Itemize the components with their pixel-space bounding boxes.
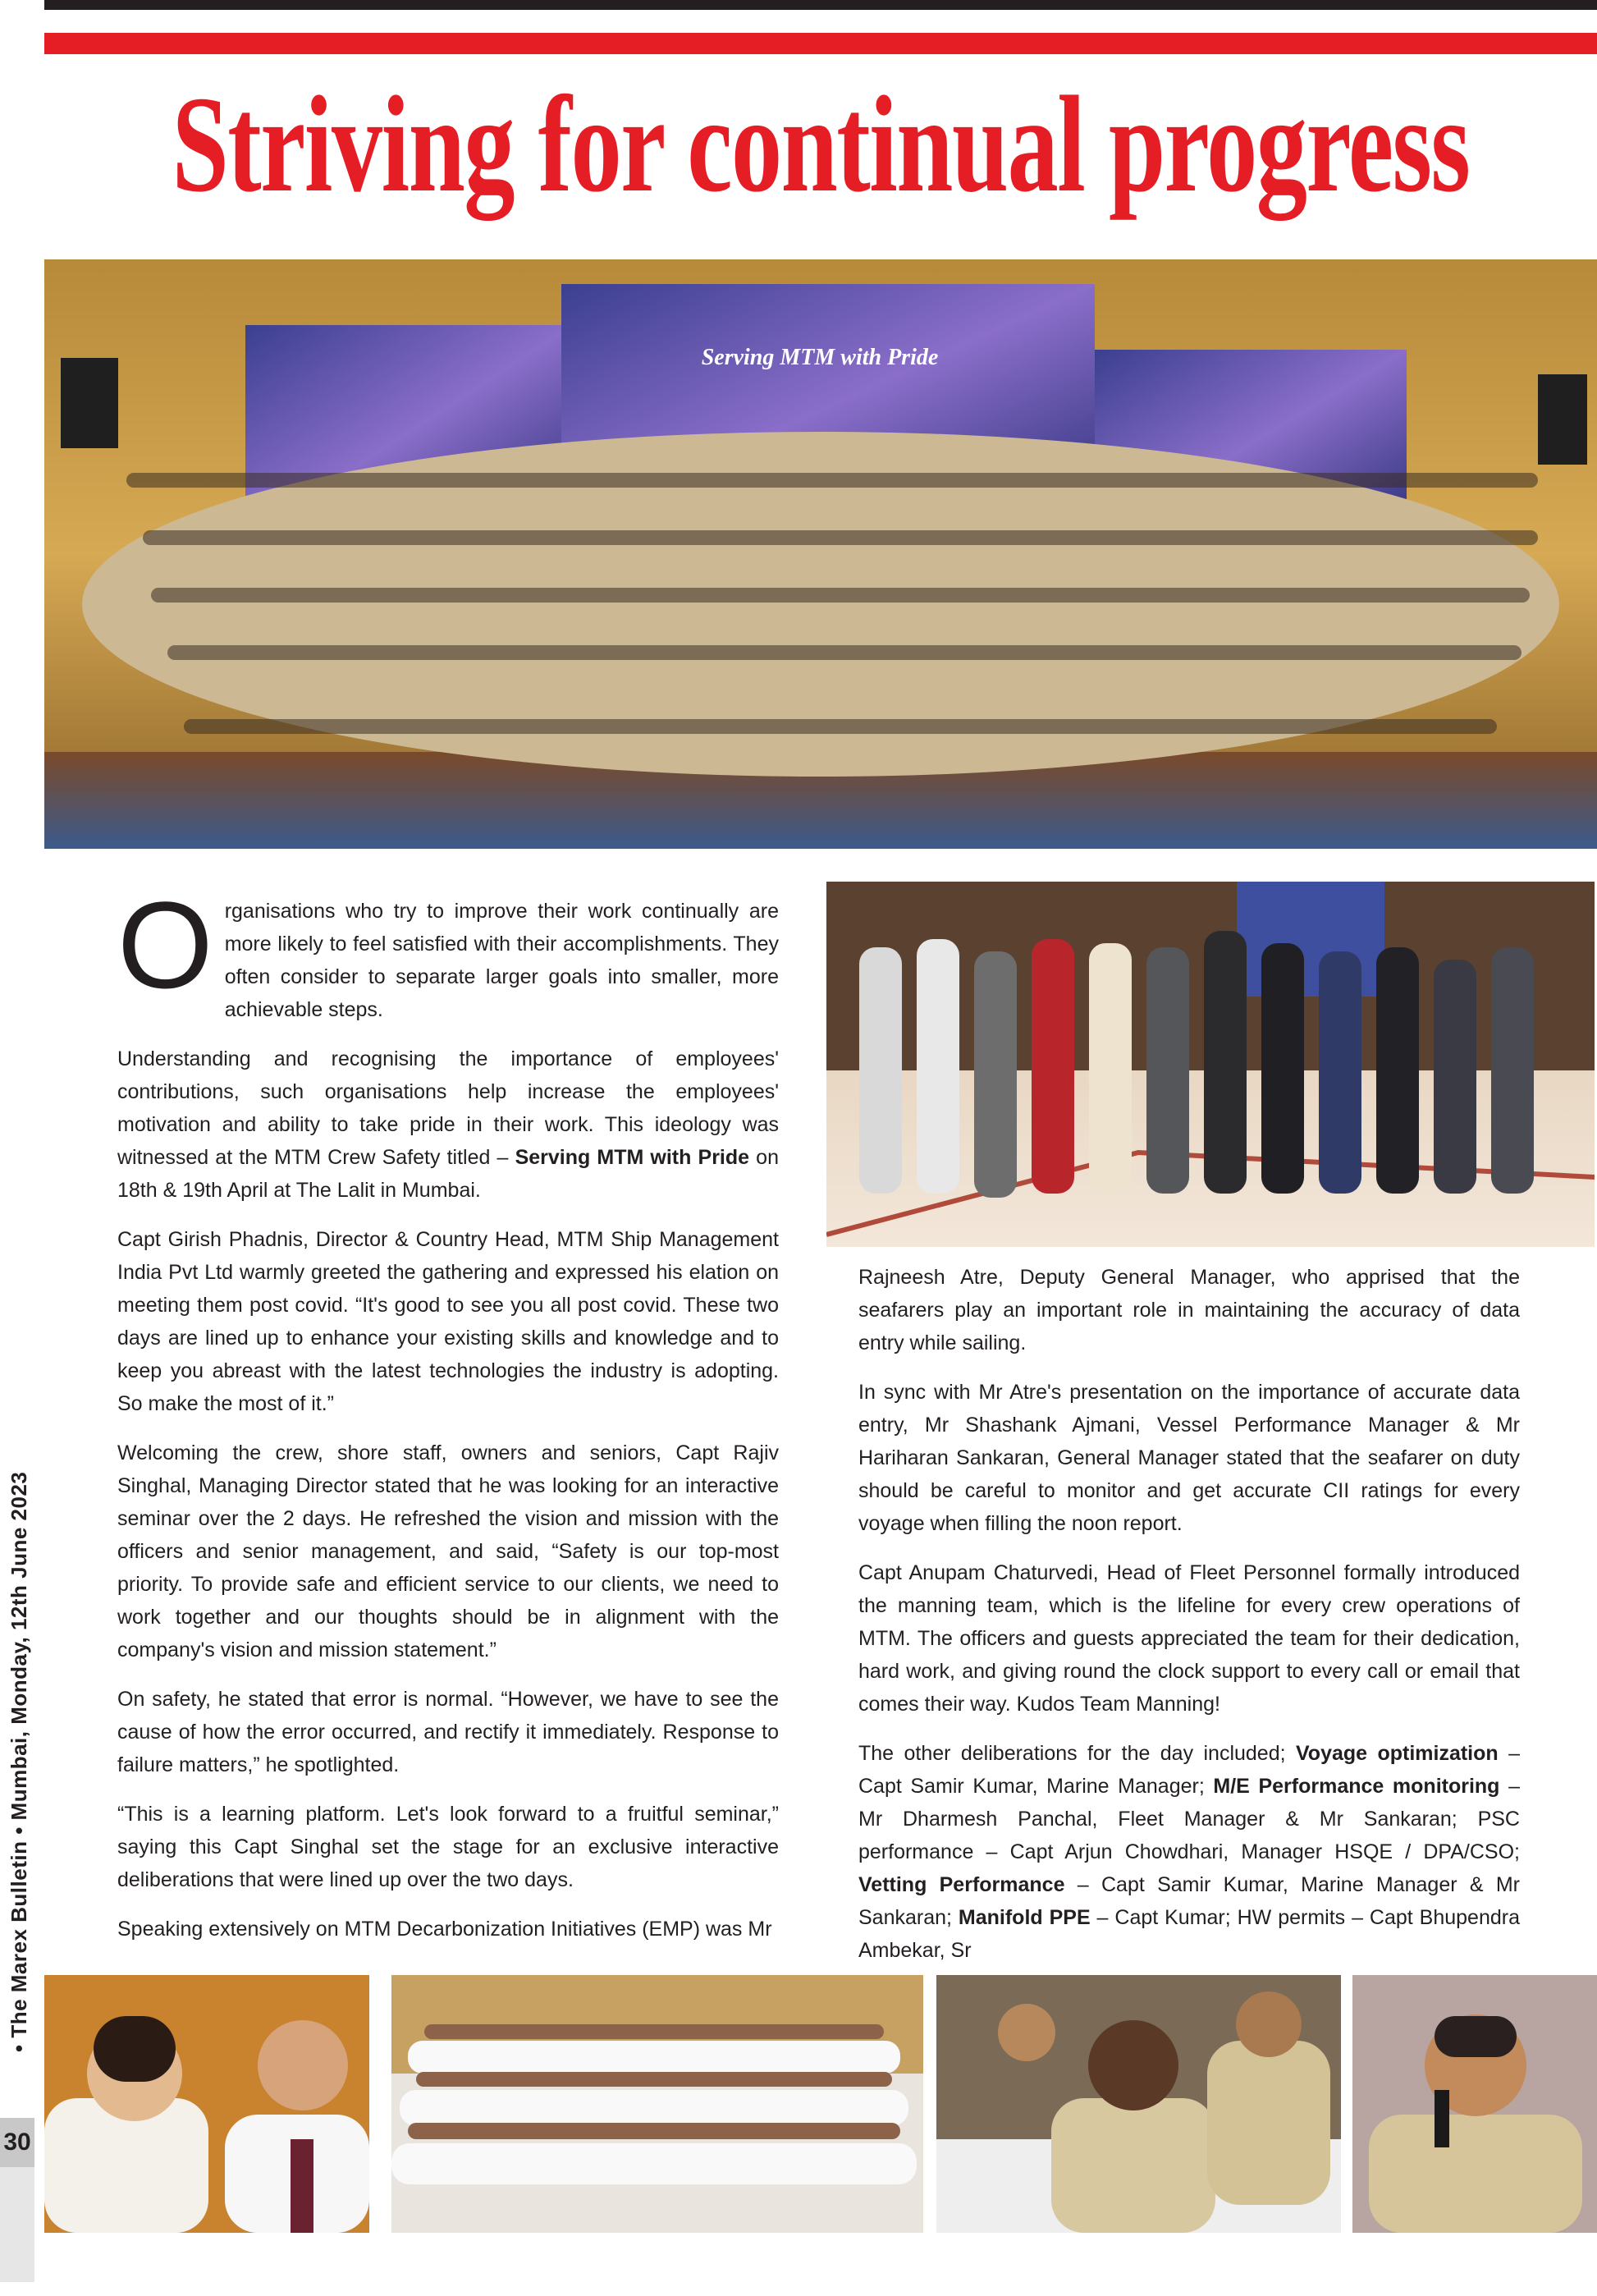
hero-group-photo: [44, 259, 1597, 849]
speaker-photo-1: [44, 1975, 369, 2233]
article-column-2: [858, 1261, 1520, 1983]
speaker-photo-2: [1352, 1975, 1597, 2233]
hero-banner-text: Serving MTM with Pride: [701, 345, 939, 370]
attendee-photo: [936, 1975, 1341, 2233]
paragraph-3: Capt Girish Phadnis, Director & Country Head, MTM Ship Management India Pvt Ltd warmly greeted the gathering and expressed his elation on meeting them post covid. “It's good to see you all post covid. These two days are lined up to enhance your existing skills and knowledge and to keep you abreast with the latest technologies the industry is adopting. So make the most of it.”: [117, 1228, 779, 1415]
paragraph-5: On safety, he stated that error is normal. “However, we have to see the cause of how the error occurred, and rectify it immediately. Response to failure matters,” he spotlighted.: [117, 1688, 779, 1776]
audience-photo: [391, 1975, 923, 2233]
paragraph-4: Welcoming the crew, shore staff, owners and seniors, Capt Rajiv Singhal, Managing Director stated that he was looking for an interactive seminar over the 2 days. He refreshed the vision and mission with the officers and senior management, and said, “Safety is our top-most priority. To provide safe and efficient service to our clients, we need to work together and our thoughts should be in alignment with the company's vision and mission statement.”: [117, 1441, 779, 1661]
drop-cap: O: [117, 876, 213, 1014]
red-banner-bar: [44, 33, 1597, 54]
paragraph-intro: Organisations who try to improve their work continually are more likely to feel satisfied with their accomplishments. They often consider to separate larger goals into smaller, more achievable steps.: [117, 876, 779, 1021]
publication-sidebar: • The Marex Bulletin • Mumbai, Monday, 12th June 2023: [7, 1471, 31, 2052]
dignitaries-photo: [826, 882, 1595, 1247]
top-rule: [44, 0, 1597, 10]
article-column-1: [117, 876, 779, 1962]
sidebar-tab: [0, 2167, 34, 2282]
paragraph-7: Speaking extensively on MTM Decarbonization Initiatives (EMP) was Mr: [117, 1918, 772, 1941]
paragraph-10: Capt Anupam Chaturvedi, Head of Fleet Personnel formally introduced the manning team, which is the lifeline for every crew operations of MTM. The officers and guests appreciated the team for their dedication, hard work, and giving round the clock support to every call or email that comes their way. Kudos Team Manning!: [858, 1561, 1520, 1716]
paragraph-8: Rajneesh Atre, Deputy General Manager, who apprised that the seafarers play an important role in maintaining the accuracy of data entry while sailing.: [858, 1266, 1520, 1354]
headline: Striving for continual progress: [172, 68, 1470, 221]
paragraph-11: The other deliberations for the day included; Voyage optimization – Capt Samir Kumar, Marine Manager; M/E Performance monitoring – Mr Dharmesh Panchal, Fleet Manager & Mr Sankaran; PSC performance – Capt Arjun Chowdhari, Manager HSQE / DPA/CSO; Vetting Performance – Capt Samir Kumar, Marine Manager & Mr Sankaran; Manifold PPE – Capt Kumar; HW permits – Capt Bhupendra Ambekar, Sr: [858, 1742, 1520, 1962]
paragraph-2: Understanding and recognising the importance of employees' contributions, such organisations help increase the employees' motivation and ability to take pride in their work. This ideology was witnessed at the MTM Crew Safety titled – Serving MTM with Pride on 18th & 19th April at The Lalit in Mumbai.: [117, 1047, 779, 1202]
page-number: 30: [0, 2118, 34, 2167]
paragraph-6: “This is a learning platform. Let's look forward to a fruitful seminar,” saying this Capt Singhal set the stage for an exclusive interactive deliberations that were lined up over the two days.: [117, 1803, 779, 1891]
paragraph-9: In sync with Mr Atre's presentation on the importance of accurate data entry, Mr Shashank Ajmani, Vessel Performance Manager & Mr Hariharan Sankaran, General Manager stated that the seafarer on duty should be careful to monitor and get accurate CII ratings for every voyage when filling the noon report.: [858, 1381, 1520, 1535]
